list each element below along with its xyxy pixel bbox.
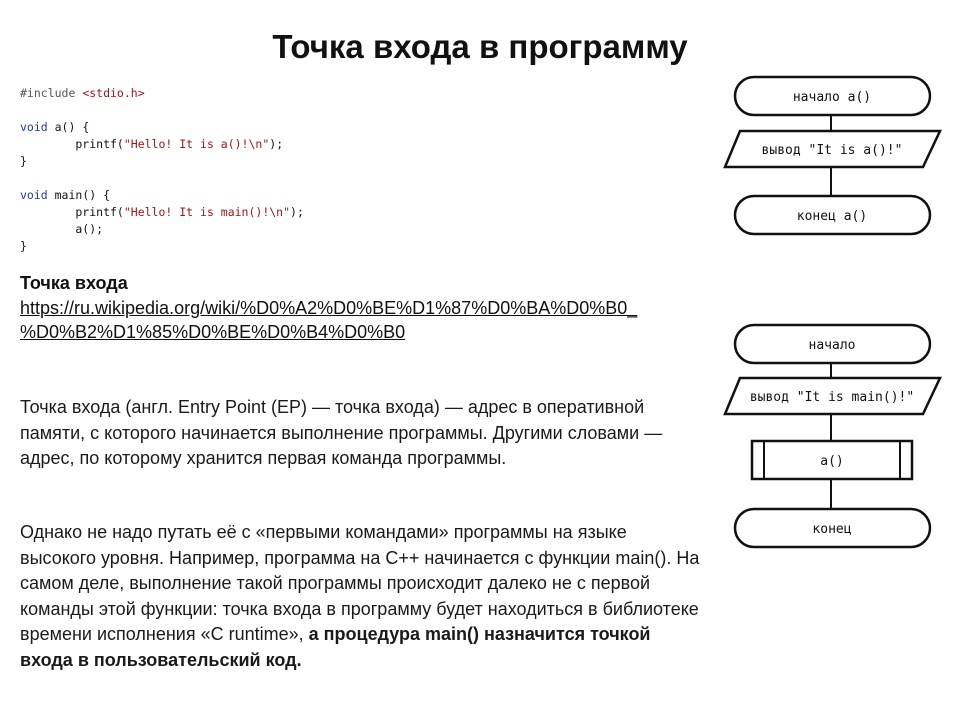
terminal-start-a-label: начало a()	[792, 90, 872, 105]
code-keyword: void	[20, 188, 48, 202]
explanation-text: Однако не надо путать её с «первыми командами» программы на языке высокого уровня. Например, программа на C++ начинается с функции main(). На самом деле, выполнение такой программы происходит далеко не с первой команды этой функции: точка входа в программу будет находиться в библиотеке времени исполнения «C runtime»,	[20, 522, 700, 644]
terminal-end-a-label: конец a()	[796, 209, 868, 224]
flowchart-a	[725, 77, 940, 234]
code-line-main-call: a();	[20, 222, 104, 236]
code-include-header: <stdio.h>	[82, 86, 145, 100]
wikipedia-link-line-2[interactable]: %D0%B2%D1%85%D0%BE%D0%B4%D0%B0	[20, 322, 406, 342]
code-text: );	[290, 205, 304, 219]
io-output-a-label: вывод "It is a()!"	[761, 143, 903, 158]
code-line-a-close: }	[20, 154, 27, 168]
code-string: "Hello! It is main()!\n"	[123, 205, 291, 219]
code-text: a() {	[47, 120, 90, 134]
code-line-main-close: }	[20, 239, 27, 253]
code-keyword: void	[20, 120, 48, 134]
entry-point-heading: Точка входа	[20, 273, 128, 293]
code-text: printf(	[20, 137, 124, 151]
io-output-main-label: вывод "It is main()!"	[749, 390, 915, 405]
page-title: Точка входа в программу	[272, 28, 688, 65]
code-text: printf(	[20, 205, 124, 219]
code-string: "Hello! It is a()!\n"	[123, 137, 270, 151]
code-text: );	[269, 137, 284, 151]
terminal-end-main-label: конец	[812, 522, 852, 537]
subroutine-call-a-label: a()	[820, 454, 844, 469]
code-text: main() {	[47, 188, 111, 202]
wikipedia-link-line-1[interactable]: https://ru.wikipedia.org/wiki/%D0%A2%D0%BE%D1%87%D0%BA%D0%B0_	[20, 298, 638, 318]
flowchart-main	[725, 325, 940, 547]
terminal-start-main-label: начало	[808, 338, 856, 353]
explanation-bold-text: а процедура main() назначится точкой входа в пользовательский код.	[20, 624, 651, 670]
definition-paragraph: Точка входа (англ. Entry Point (EP) — точка входа) — адрес в оперативной памяти, с которого начинается выполнение программы. Другими словами — адрес, по которому хранится первая команда программы.	[20, 397, 663, 468]
code-include-directive: #include	[20, 86, 83, 100]
